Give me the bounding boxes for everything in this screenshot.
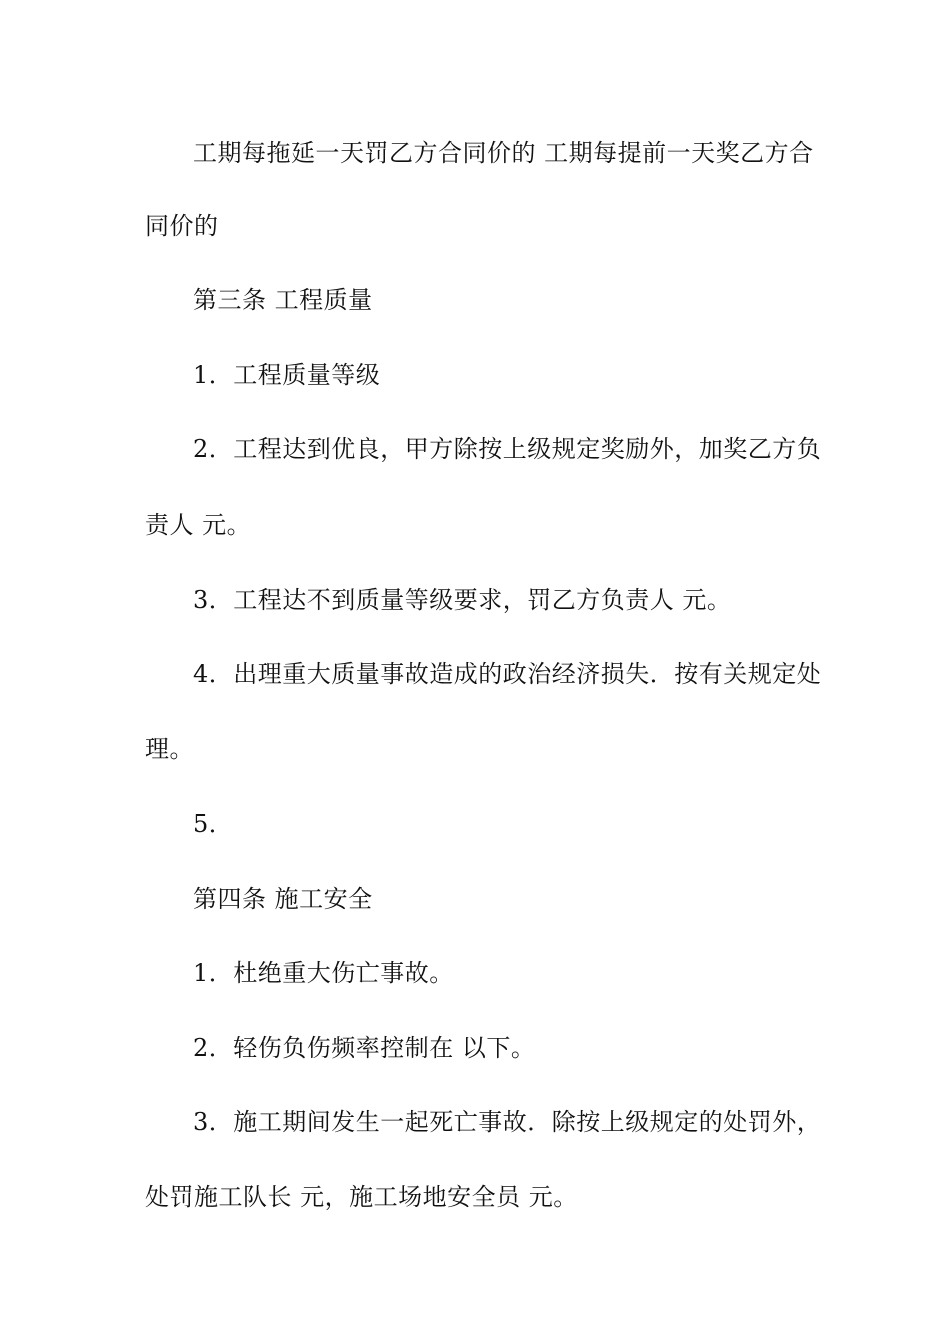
list-item-safety-3: 3．施工期间发生一起死亡事故．除按上级规定的处罚外， <box>193 1108 822 1136</box>
paragraph-line-delay-penalty: 工期每拖延一天罚乙方合同价的 工期每提前一天奖乙方合 <box>193 139 814 167</box>
paragraph-line-contract-price: 同价的 <box>145 212 219 240</box>
list-item-quality-4-continued: 理。 <box>145 735 194 763</box>
list-item-quality-4: 4．出理重大质量事故造成的政治经济损失．按有关规定处 <box>193 660 822 688</box>
list-item-quality-5: 5． <box>193 810 234 838</box>
list-item-quality-2-continued: 责人 元。 <box>145 511 252 539</box>
list-item-quality-3: 3．工程达不到质量等级要求，罚乙方负责人 元。 <box>193 586 732 614</box>
list-item-safety-3-continued: 处罚施工队长 元，施工场地安全员 元。 <box>145 1183 578 1211</box>
list-item-quality-1: 1．工程质量等级 <box>193 361 381 389</box>
list-item-quality-2: 2．工程达到优良，甲方除按上级规定奖励外，加奖乙方负 <box>193 435 822 463</box>
list-item-safety-1: 1．杜绝重大伤亡事故。 <box>193 959 454 987</box>
section-heading-safety: 第四条 施工安全 <box>193 885 373 913</box>
list-item-safety-2: 2．轻伤负伤频率控制在 以下。 <box>193 1034 536 1062</box>
section-heading-quality: 第三条 工程质量 <box>193 286 373 314</box>
